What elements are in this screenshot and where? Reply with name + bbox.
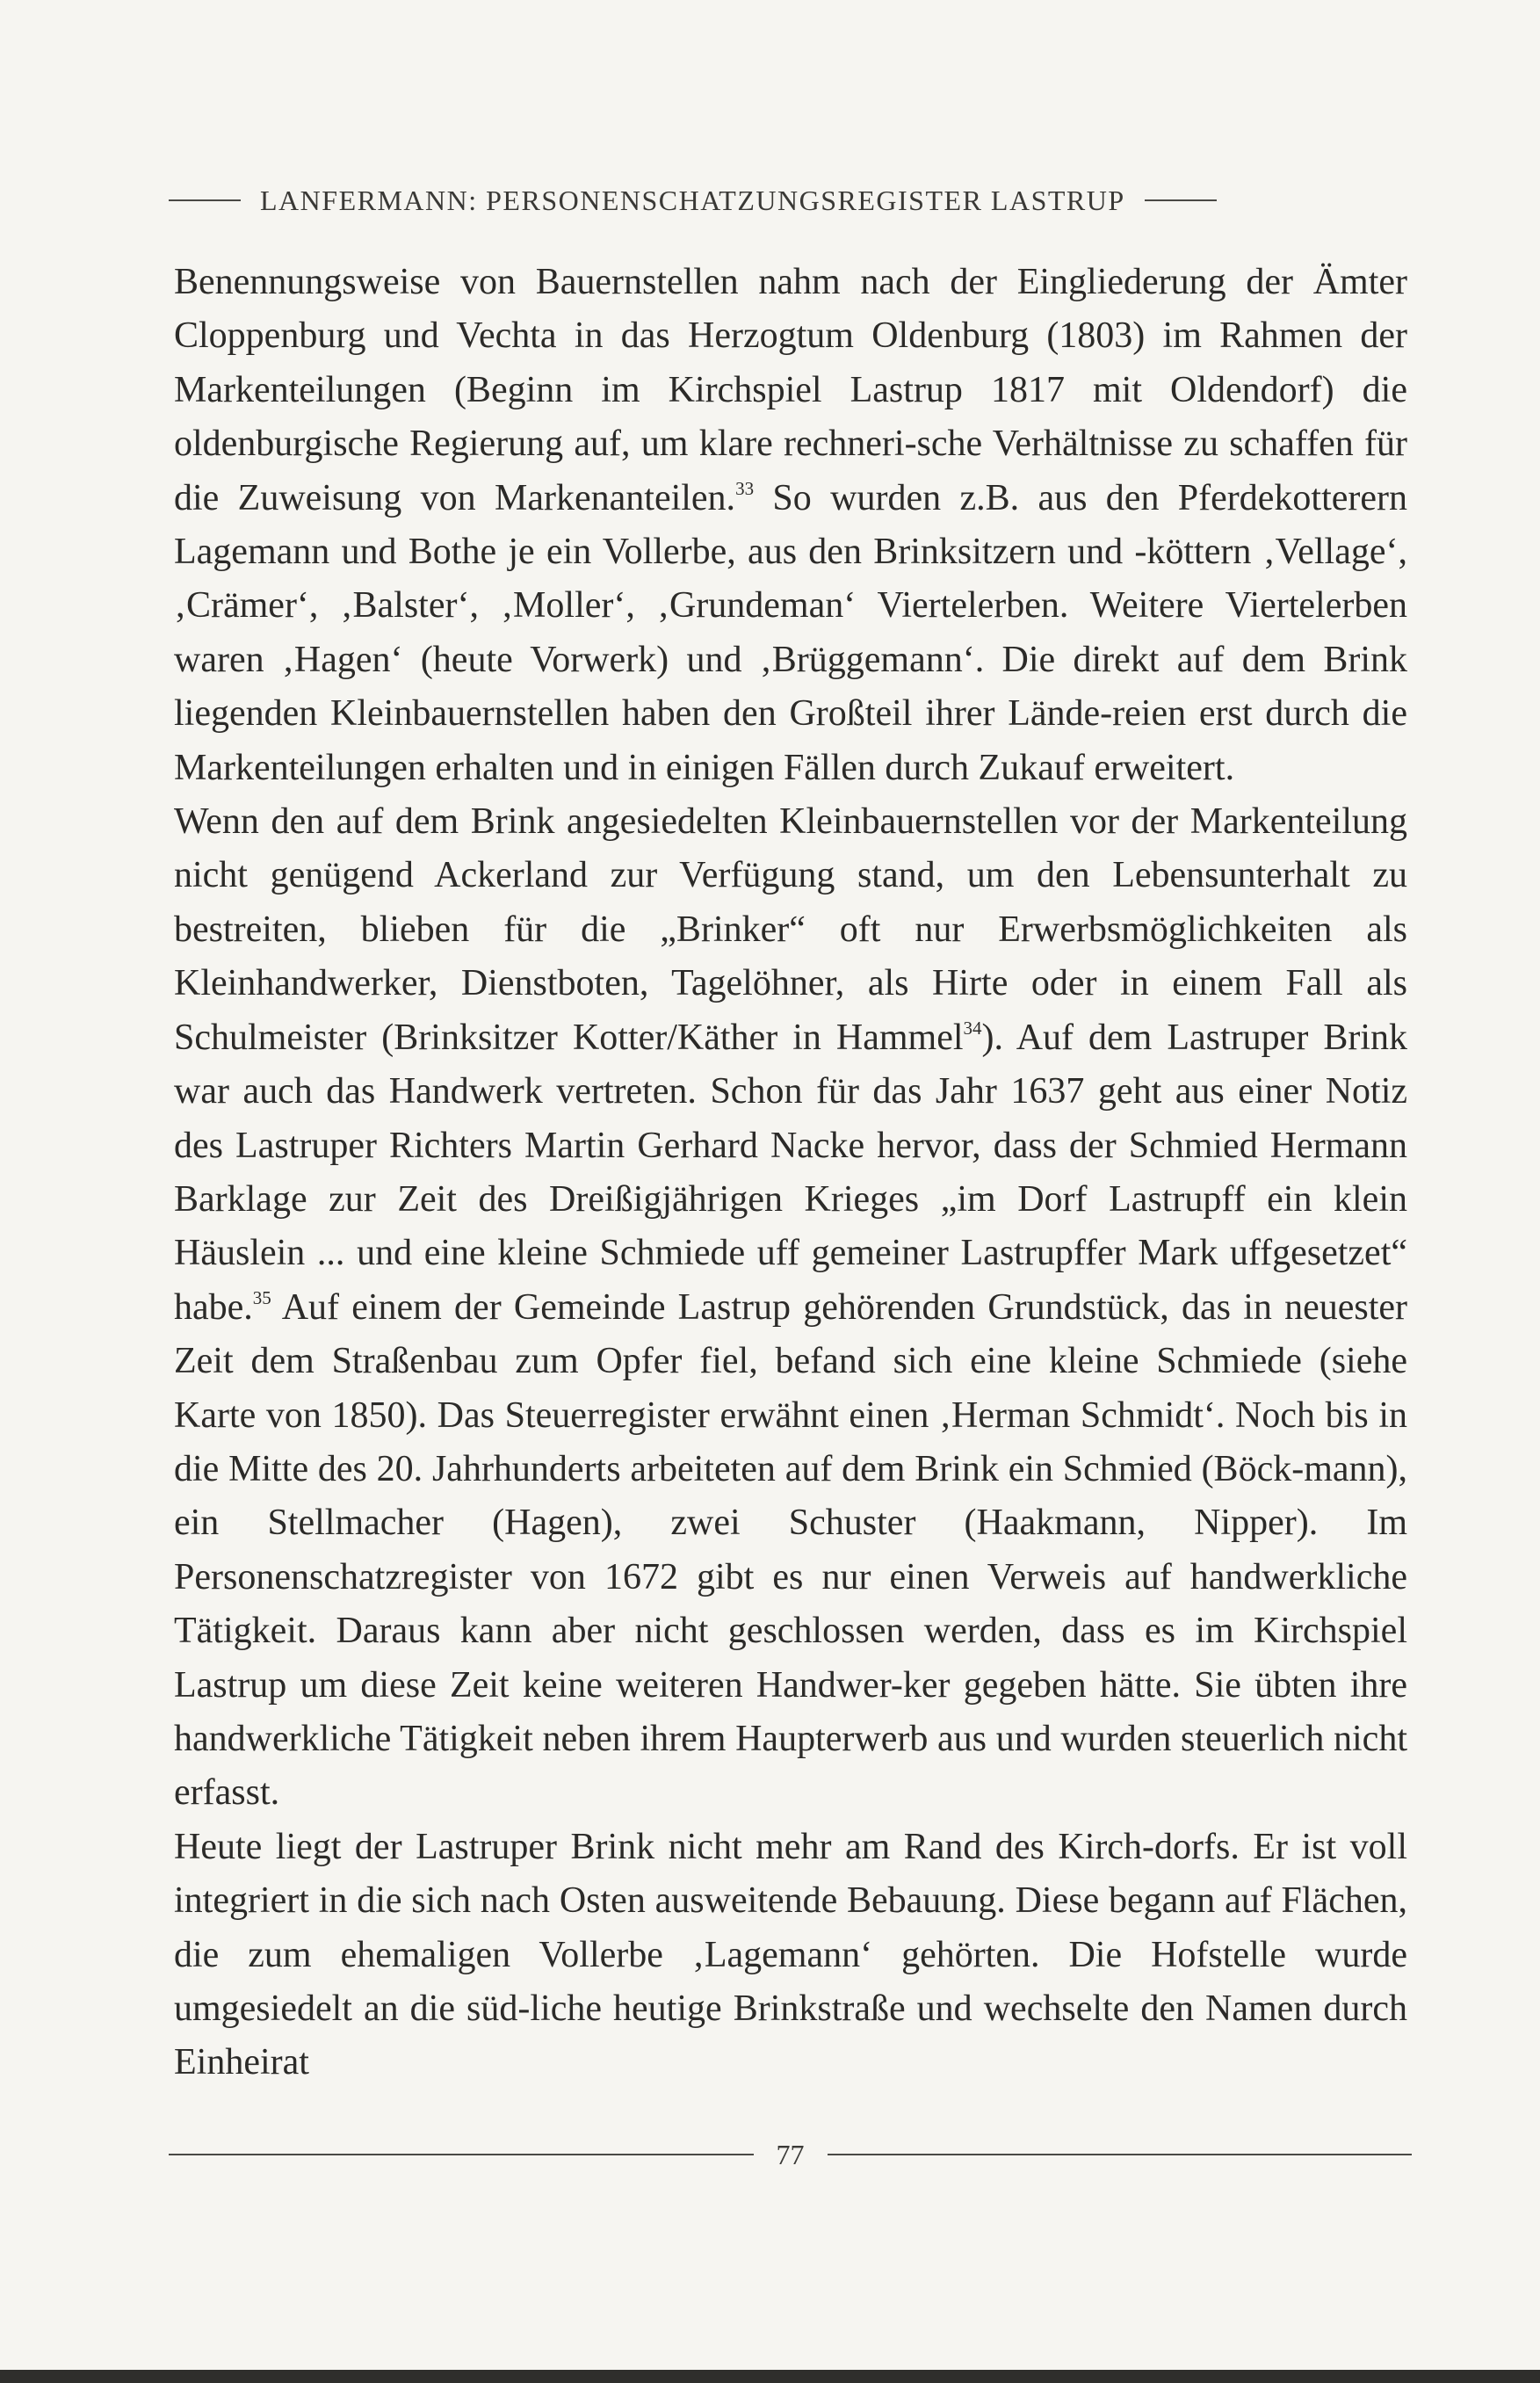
paragraph-1-text-a: Benennungsweise von Bauernstellen nahm nach der Eingliederung der Ämter Cloppenburg und Vechta in das Herzogtum Oldenburg (1803) im Rahmen der Markenteilungen (Beginn im Kirchspiel Lastrup 1817 mit Oldendorf) die oldenburgische Regierung auf, um klare rechneri-sche Verhältnisse zu schaffen für die Zuweisung von Markenanteilen. [174, 262, 1407, 518]
header-rule-right [1145, 199, 1217, 201]
footnote-ref-34: 34 [963, 1017, 982, 1039]
paragraph-1-text-b: So wurden z.B. aus den Pferdekotterern Lagemann und Bothe je ein Vollerbe, aus den Brinksitzern und -köttern ‚Vellage‘, ‚Crämer‘, ‚Balster‘, ‚Moller‘, ‚Grundeman‘ Viertelerben. Weitere Viertelerben waren ‚Hagen‘ (heute Vorwerk) und ‚Brüggemann‘. Die direkt auf dem Brink liegenden Kleinbauernstellen haben den Großteil ihrer Lände-reien erst durch die Markenteilungen erhalten und in einigen Fällen durch Zukauf erweitert. [174, 477, 1408, 788]
paragraph-2-text-c: Auf einem der Gemeinde Lastrup gehörenden Grundstück, das in neuester Zeit dem Straßenbau zum Opfer fiel, befand sich eine kleine Schmiede (siehe Karte von 1850). Das Steuerregister erwähnt einen ‚Herman Schmidt‘. Noch bis in die Mitte des 20. Jahrhunderts arbeiteten auf dem Brink ein Schmied (Böck-mann), ein Stellmacher (Hagen), zwei Schuster (Haakmann, Nipper). Im Personenschatzregister von 1672 gibt es nur einen Verweis auf handwerkliche Tätigkeit. Daraus kann aber nicht geschlossen werden, dass es im Kirchspiel Lastrup um diese Zeit keine weiteren Handwer-ker gegeben hätte. Sie übten ihre handwerkliche Tätigkeit neben ihrem Haupterwerb aus und wurden steuerlich nicht erfasst. [174, 1286, 1407, 1814]
running-title: LANFERMANN: PERSONENSCHATZUNGSREGISTER LASTRUP [260, 184, 1125, 216]
page-number: 77 [776, 2138, 805, 2170]
paragraph-2 [174, 795, 1407, 1821]
paragraph-1 [174, 256, 1407, 795]
body-text [174, 256, 1407, 2090]
page-footer [169, 2135, 1412, 2174]
footer-rule-left [169, 2154, 754, 2155]
scan-edge-shadow [0, 2370, 1540, 2383]
paragraph-2-text-b: ). Auf dem Lastruper Brink war auch das Handwerk vertreten. Schon für das Jahr 1637 geht aus einer Notiz des Lastruper Richters Martin Gerhard Nacke hervor, dass der Schmied Hermann Barklage zur Zeit des Dreißigjährigen Krieges „im Dorf Lastrupff ein klein Häuslein ... und eine kleine Schmiede uff gemeiner Lastrupffer Mark uffgesetzet“ habe. [174, 1017, 1407, 1328]
footnote-ref-33: 33 [735, 477, 755, 499]
paragraph-3: Heute liegt der Lastruper Brink nicht mehr am Rand des Kirch-dorfs. Er ist voll integriert in die sich nach Osten ausweitende Bebauung. Diese begann auf Flächen, die zum ehemaligen Vollerbe ‚Lagemann‘ gehörten. Die Hofstelle wurde umgesiedelt an die süd-liche heutige Brinkstraße und wechselte den Namen durch Einheirat [174, 1826, 1407, 2083]
footnote-ref-35: 35 [252, 1286, 271, 1308]
header-rule-left [169, 199, 241, 201]
running-header [169, 181, 1412, 220]
footer-rule-right [828, 2154, 1413, 2155]
paragraph-2-text-a: Wenn den auf dem Brink angesiedelten Kleinbauernstellen vor der Markenteilung nicht genügend Ackerland zur Verfügung stand, um den Lebensunterhalt zu bestreiten, blieben für die „Brinker“ oft nur Erwerbsmöglichkeiten als Kleinhandwerker, Dienstboten, Tagelöhner, als Hirte oder in einem Fall als Schulmeister (Brinksitzer Kotter/Käther in Hammel [174, 801, 1407, 1058]
